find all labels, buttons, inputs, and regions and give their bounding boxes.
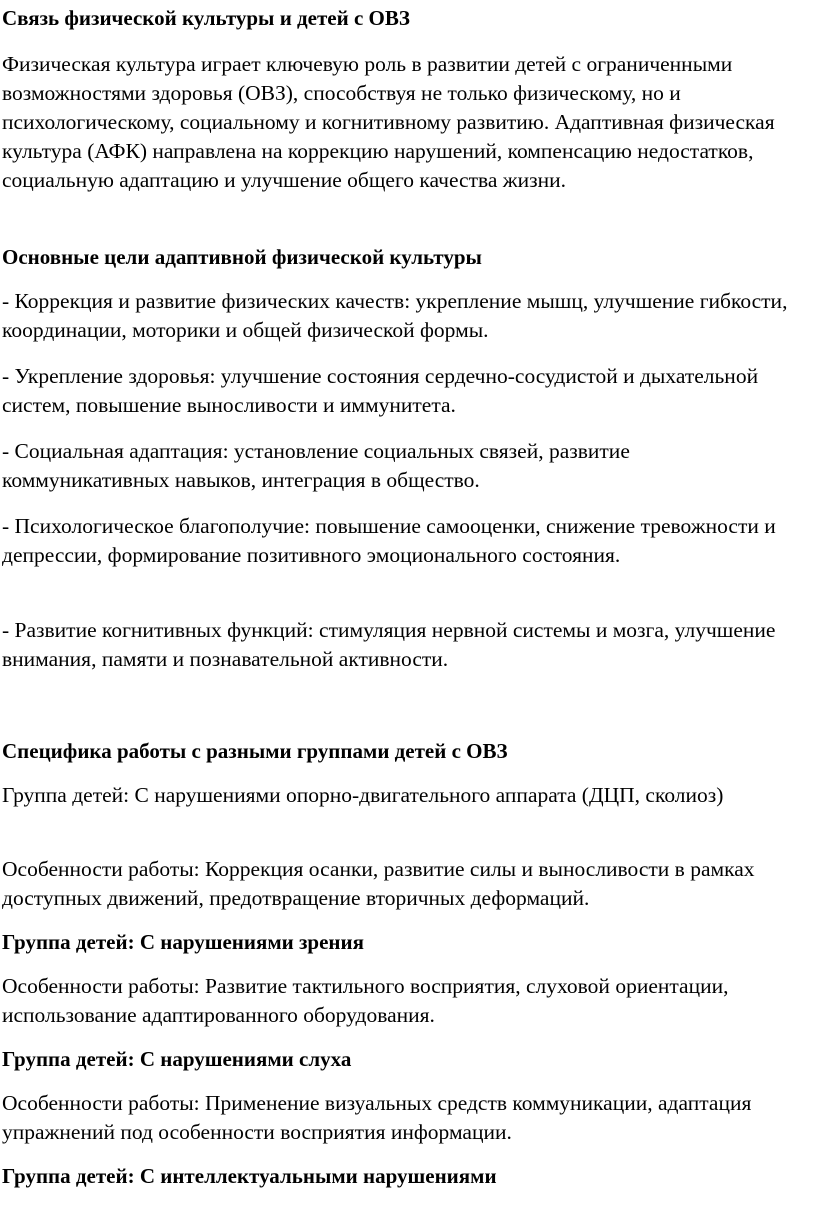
group-heading-intellectual: Группа детей: С интеллектуальными нарушениями [2,1164,497,1188]
goal-item-health: - Укрепление здоровья: улучшение состояния сердечно-сосудистой и дыхательной систем, повышение выносливости и иммунитета. [2,364,759,417]
group-heading-hearing: Группа детей: С нарушениями слуха [2,1047,352,1071]
goal-item-correction: - Коррекция и развитие физических качеств: укрепление мышц, улучшение гибкости, координации, моторики и общей физической формы. [2,289,788,342]
group-work-hearing: Особенности работы: Применение визуальных средств коммуникации, адаптация упражнений под особенности восприятия информации. [2,1091,752,1144]
goal-item-psychological: - Психологическое благополучие: повышение самооценки, снижение тревожности и депрессии, формирование позитивного эмоционального состояния. [2,514,776,567]
goal-item-cognitive: - Развитие когнитивных функций: стимуляция нервной системы и мозга, улучшение внимания, памяти и познавательной активности. [2,618,776,671]
section-heading-physical-culture: Связь физической культуры и детей с ОВЗ [2,6,410,30]
section-heading-goals: Основные цели адаптивной физической культуры [2,245,482,269]
group-work-vision: Особенности работы: Развитие тактильного восприятия, слуховой ориентации, использование адаптированного оборудования. [2,974,729,1027]
goal-item-social: - Социальная адаптация: установление социальных связей, развитие коммуникативных навыков, интеграция в общество. [2,439,630,492]
intro-paragraph: Физическая культура играет ключевую роль в развитии детей с ограниченными возможностями здоровья (ОВЗ), способствуя не только физическому, но и психологическому, социальному и когнитивному развитию. Адаптивная физическая культура (АФК) направлена на коррекцию нарушений, компенсацию недостатков, социальную адаптацию и улучшение общего качества жизни. [2,52,775,192]
section-heading-specifics: Специфика работы с разными группами детей с ОВЗ [2,739,508,763]
group-heading-vision: Группа детей: С нарушениями зрения [2,930,364,954]
group-label-musculoskeletal: Группа детей: С нарушениями опорно-двигательного аппарата (ДЦП, сколиоз) [2,783,724,807]
group-work-musculoskeletal: Особенности работы: Коррекция осанки, развитие силы и выносливости в рамках доступных движений, предотвращение вторичных деформаций. [2,857,755,910]
